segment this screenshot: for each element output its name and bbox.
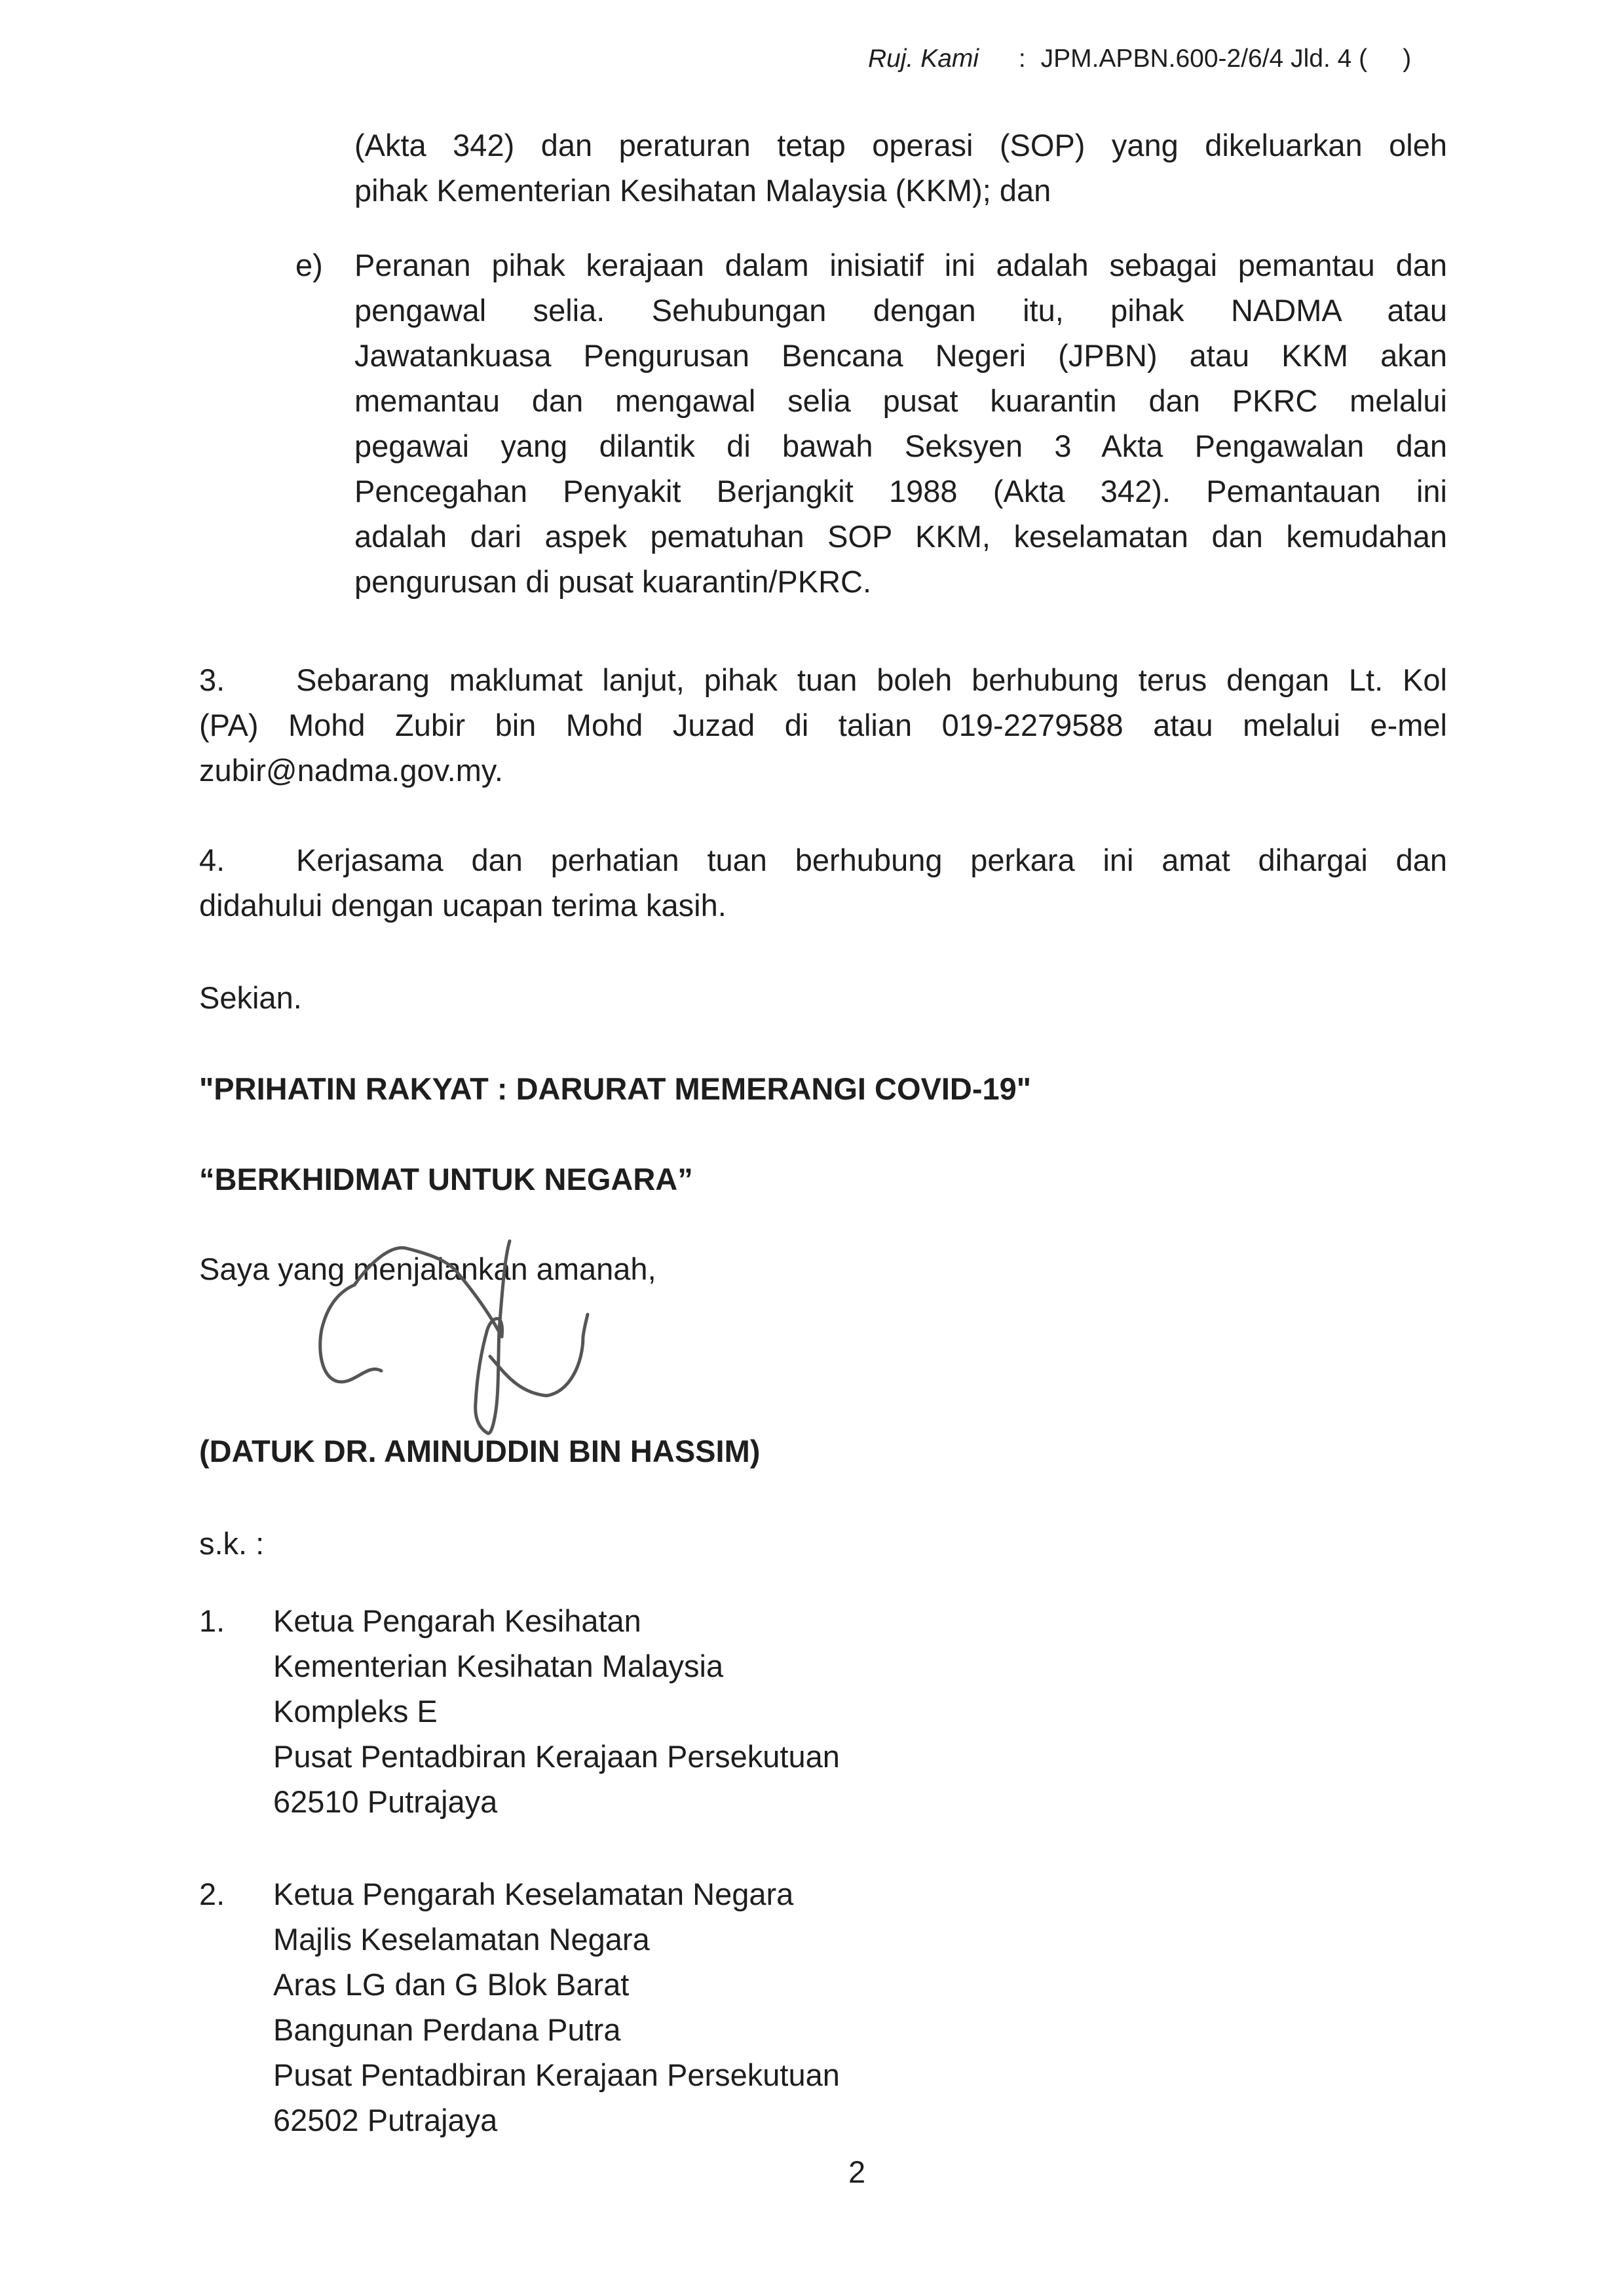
cc-label: s.k. : bbox=[199, 1526, 265, 1561]
para-4 bbox=[199, 837, 1447, 928]
address-line: 62502 Putrajaya bbox=[273, 2103, 498, 2137]
para-e-marker: e) bbox=[295, 248, 323, 282]
address-line: Ketua Pengarah Kesihatan bbox=[273, 1603, 641, 1638]
signatory-name: (DATUK DR. AMINUDDIN BIN HASSIM) bbox=[199, 1434, 761, 1468]
text-line: pegawai yang dilantik di bawah Seksyen 3 Akta Pengawalan dan bbox=[354, 429, 1447, 463]
email-text: zubir@nadma.gov.my. bbox=[199, 753, 503, 788]
text-line: pengawal selia. Sehubungan dengan itu, pihak NADMA atau bbox=[354, 293, 1447, 328]
para-3 bbox=[199, 657, 1447, 793]
address-line: Ketua Pengarah Keselamatan Negara bbox=[273, 1877, 794, 1911]
text-line: memantau dan mengawal selia pusat kuarantin dan PKRC melalui bbox=[354, 383, 1447, 418]
page-number: 2 bbox=[848, 2154, 866, 2189]
cc-1-address bbox=[273, 1598, 840, 1824]
text-line: didahului dengan ucapan terima kasih. bbox=[199, 888, 727, 923]
text-line: Kerjasama dan perhatian tuan berhubung perkara ini amat dihargai dan bbox=[296, 843, 1447, 877]
text-line: pihak Kementerian Kesihatan Malaysia (KKM); dan bbox=[354, 173, 1051, 208]
reference-header bbox=[868, 45, 1411, 73]
slogan-1: "PRIHATIN RAKYAT : DARURAT MEMERANGI COVID-19" bbox=[199, 1071, 1032, 1106]
ref-sep: : bbox=[1018, 45, 1026, 73]
address-line: Pusat Pentadbiran Kerajaan Persekutuan bbox=[273, 1739, 840, 1774]
address-line: Majlis Keselamatan Negara bbox=[273, 1922, 650, 1957]
closing: Sekian. bbox=[199, 980, 302, 1015]
para-3-number: 3. bbox=[199, 662, 225, 697]
text-line: Pencegahan Penyakit Berjangkit 1988 (Akta 342). Pemantauan ini bbox=[354, 474, 1447, 508]
signature bbox=[308, 1232, 603, 1442]
address-line: Kompleks E bbox=[273, 1694, 438, 1729]
address-line: Pusat Pentadbiran Kerajaan Persekutuan bbox=[273, 2057, 840, 2092]
ref-value: JPM.APBN.600-2/6/4 Jld. 4 ( ) bbox=[1040, 45, 1412, 73]
ref-label: Ruj. Kami bbox=[868, 45, 979, 73]
address-line: Kementerian Kesihatan Malaysia bbox=[273, 1649, 724, 1683]
text-line: adalah dari aspek pematuhan SOP KKM, keselamatan dan kemudahan bbox=[354, 519, 1447, 554]
text-line: Sebarang maklumat lanjut, pihak tuan boleh berhubung terus dengan Lt. Kol bbox=[296, 662, 1447, 697]
para-d-continued bbox=[354, 123, 1447, 213]
text-line: (PA) Mohd Zubir bin Mohd Juzad di talian 019-2279588 atau melalui e-mel bbox=[199, 708, 1447, 742]
text-line: pengurusan di pusat kuarantin/PKRC. bbox=[354, 564, 872, 599]
address-line: 62510 Putrajaya bbox=[273, 1784, 498, 1819]
text-line: Jawatankuasa Pengurusan Bencana Negeri (JPBN) atau KKM akan bbox=[354, 338, 1447, 373]
sign-off: Saya yang menjalankan amanah, bbox=[199, 1252, 656, 1286]
para-4-number: 4. bbox=[199, 843, 225, 877]
text-line: (Akta 342) dan peraturan tetap operasi (SOP) yang dikeluarkan oleh bbox=[354, 128, 1447, 163]
para-e bbox=[354, 242, 1447, 604]
cc-2-address bbox=[273, 1871, 840, 2143]
address-line: Aras LG dan G Blok Barat bbox=[273, 1967, 630, 2002]
cc-2-number: 2. bbox=[199, 1877, 225, 1911]
address-line: Bangunan Perdana Putra bbox=[273, 2012, 621, 2047]
slogan-2: “BERKHIDMAT UNTUK NEGARA” bbox=[199, 1162, 693, 1196]
text-line: Peranan pihak kerajaan dalam inisiatif ini adalah sebagai pemantau dan bbox=[354, 248, 1447, 282]
cc-1-number: 1. bbox=[199, 1603, 225, 1638]
